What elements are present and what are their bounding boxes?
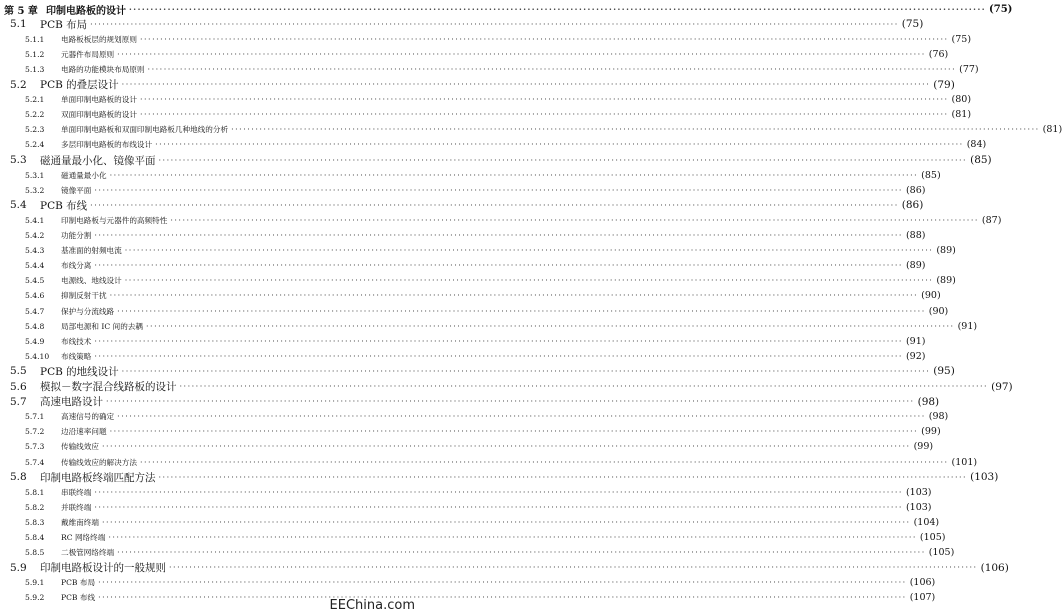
dot-leader: ········································································································································································································ (94, 502, 903, 512)
entry-page-number: (90) (928, 305, 949, 317)
entry-page-number: (79) (933, 78, 955, 91)
dot-leader: ········································································································································································································ (94, 185, 903, 195)
entry-number: 5.8.4 (25, 533, 45, 542)
dot-leader: ········································································································································································································ (231, 125, 1040, 135)
entry-title: PCB 布局 (61, 578, 96, 588)
entry-title: 元器件布局原则 (61, 49, 115, 59)
entry-page-number: (107) (909, 592, 936, 604)
entry-page-number: (99) (921, 426, 941, 438)
dot-leader: ········································································································································································································ (109, 170, 919, 180)
entry-page-number: (103) (970, 471, 999, 484)
dot-leader: ········································································································································································································ (117, 49, 926, 59)
dot-leader: ········································································································································································································ (169, 563, 978, 573)
entry-title: 高速电路设计 (40, 396, 103, 409)
entry-title: 二极管网络终端 (61, 548, 115, 558)
entry-title: 基准面的射频电流 (61, 246, 122, 256)
entry-title: 边沿速率问题 (61, 427, 107, 437)
dot-leader: ········································································································································································································ (117, 306, 926, 316)
dot-leader: ········································································································································································································ (117, 412, 926, 422)
entry-title: 串联终端 (61, 487, 92, 497)
entry-page-number: (105) (919, 532, 946, 543)
entry-page-number: (77) (959, 63, 979, 75)
entry-number: 5.7.1 (25, 412, 45, 422)
entry-number: 5.5 (10, 365, 27, 378)
entry-title: 单面印制电路板的设计 (61, 95, 137, 105)
entry-number: 5.2.2 (25, 110, 45, 120)
entry-title: 功能分割 (61, 231, 92, 240)
dot-leader: ········································································································································································································ (158, 472, 968, 482)
entry-page-number: (75) (901, 18, 924, 31)
entry-title: 戴维南终端 (61, 517, 99, 527)
entry-title: 布线分离 (61, 261, 92, 271)
entry-title: 镜像平面 (61, 185, 92, 195)
entry-number: 5.4.7 (25, 306, 45, 316)
entry-title: 电源线、地线设计 (61, 276, 122, 286)
dot-leader: ········································································································································································································ (101, 442, 911, 452)
entry-title: 双面印制电路板的设计 (61, 110, 137, 120)
entry-number: 5.9 (10, 561, 27, 574)
entry-title: 磁通量最小化 (61, 170, 107, 180)
entry-page-number: (106) (909, 577, 936, 589)
entry-number: 5.4.2 (25, 231, 45, 240)
entry-page-number: (92) (905, 350, 926, 362)
entry-number: 5.3.2 (25, 185, 45, 195)
entry-title: 保护与分流线路 (61, 306, 115, 316)
dot-leader: ········································································································································································································ (109, 291, 919, 301)
dot-leader: ········································································································································································································ (129, 4, 987, 14)
entry-title: 电路板板层的规划原则 (61, 34, 137, 44)
entry-page-number: (75) (951, 33, 972, 45)
entry-title: PCB 布线 (40, 199, 88, 212)
entry-number: 5.3.1 (25, 170, 45, 180)
entry-title: 高速信号的确定 (61, 412, 115, 422)
dot-leader: ········································································································································································································ (121, 366, 931, 376)
entry-title: RC 网络终端 (61, 533, 106, 542)
entry-page-number: (98) (917, 395, 940, 408)
entry-page-number: (84) (966, 139, 987, 151)
entry-page-number: (85) (921, 169, 941, 181)
entry-page-number: (76) (928, 48, 949, 60)
dot-leader: ········································································································································································································ (124, 246, 934, 256)
entry-page-number: (105) (928, 547, 955, 559)
dot-leader: ········································································································································································································ (124, 276, 934, 286)
dot-leader: ········································································································································································································ (98, 578, 907, 588)
entry-page-number: (91) (905, 335, 926, 347)
dot-leader: ········································································································································································································ (90, 200, 899, 210)
dot-leader: ········································································································································································································ (139, 110, 949, 120)
entry-page-number: (101) (951, 456, 978, 468)
entry-title: PCB 布线 (61, 593, 96, 603)
entry-number: 5.1.2 (25, 49, 45, 59)
entry-number: 5.8.2 (25, 502, 45, 512)
entry-page-number: (87) (981, 214, 1002, 226)
dot-leader: ········································································································································································································ (158, 155, 968, 165)
entry-title: 印制电路板设计的一般规则 (40, 562, 166, 575)
entry-number: 5.4 (10, 199, 27, 212)
entry-number: 5.9.1 (25, 578, 45, 588)
entry-number: 5.8.1 (25, 487, 45, 497)
entry-page-number: (98) (928, 411, 949, 423)
entry-number: 第 5 章 (4, 5, 38, 17)
entry-title: 布线技术 (61, 336, 92, 346)
entry-title: 单面印制电路板和双面印制电路板几种地线的分析 (61, 125, 229, 135)
entry-page-number: (106) (980, 561, 1009, 574)
dot-leader: ········································································································································································································ (117, 548, 926, 558)
dot-leader: ········································································································································································································ (108, 533, 917, 542)
entry-number: 5.4.9 (25, 336, 45, 346)
entry-title: 局部电源和 IC 间的去耦 (61, 321, 143, 331)
watermark: EEChina.com (329, 598, 415, 613)
dot-leader: ········································································································································································································ (179, 382, 989, 391)
entry-number: 5.4.8 (25, 321, 45, 331)
entry-title: 电路的功能模块布局原则 (61, 64, 145, 74)
entry-page-number: (91) (957, 320, 978, 332)
entry-title: 模拟－数字混合线路板的设计 (40, 381, 177, 393)
entry-number: 5.2.3 (25, 125, 45, 135)
entry-title: 传输线效应的解决方法 (61, 457, 137, 467)
entry-number: 5.1.3 (25, 64, 45, 74)
entry-page-number: (81) (1042, 124, 1062, 136)
entry-number: 5.1.1 (25, 34, 45, 44)
entry-title: 印制电路板终端匹配方法 (40, 471, 156, 484)
entry-title: 并联终端 (61, 502, 92, 512)
entry-number: 5.8.3 (25, 517, 45, 527)
entry-number: 5.2 (10, 78, 27, 91)
entry-title: 传输线效应 (61, 442, 99, 452)
entry-number: 5.8.5 (25, 548, 45, 558)
dot-leader: ········································································································································································································ (147, 64, 957, 74)
entry-title: PCB 的地线设计 (40, 365, 119, 378)
entry-page-number: (89) (905, 260, 926, 272)
entry-number: 5.4.3 (25, 246, 45, 256)
entry-page-number: (103) (905, 501, 932, 513)
dot-leader: ········································································································································································································ (94, 231, 903, 240)
entry-page-number: (85) (970, 154, 992, 166)
entry-page-number: (103) (905, 486, 932, 498)
entry-number: 5.3 (10, 154, 27, 166)
entry-number: 5.4.1 (25, 215, 45, 225)
entry-title: 磁通量最小化、镜像平面 (40, 154, 156, 167)
entry-number: 5.7.2 (25, 427, 45, 437)
dot-leader: ········································································································································································································ (139, 34, 949, 44)
entry-title: 抑制反射干扰 (61, 291, 107, 301)
entry-number: 5.2.1 (25, 95, 45, 105)
dot-leader: ········································································································································································································ (139, 95, 949, 105)
entry-number: 5.7.3 (25, 442, 45, 452)
dot-leader: ········································································································································································································ (101, 517, 911, 527)
entry-title: 印制电路板与元器件的高频特性 (61, 215, 168, 225)
dot-leader: ········································································································································································································ (139, 457, 949, 467)
entry-page-number: (95) (933, 365, 955, 378)
entry-number: 5.4.5 (25, 276, 45, 286)
dot-leader: ········································································································································································································ (145, 321, 955, 331)
dot-leader: ········································································································································································································ (94, 351, 903, 361)
dot-leader: ········································································································································································································ (98, 593, 907, 603)
entry-number: 5.8 (10, 471, 27, 484)
entry-title: 多层印制电路板的布线设计 (61, 140, 153, 150)
entry-number: 5.4.6 (25, 291, 45, 301)
entry-page-number: (90) (921, 290, 941, 302)
entry-page-number: (89) (936, 245, 956, 257)
entry-page-number: (89) (936, 275, 956, 287)
entry-title: 布线策略 (61, 351, 92, 361)
entry-page-number: (75) (989, 3, 1013, 15)
dot-leader: ········································································································································································································ (121, 80, 931, 89)
entry-number: 5.7.4 (25, 457, 45, 467)
dot-leader: ········································································································································································································ (94, 336, 903, 346)
entry-page-number: (81) (951, 109, 972, 121)
entry-page-number: (86) (901, 199, 924, 212)
entry-number: 5.4.4 (25, 261, 45, 271)
entry-number: 5.4.10 (25, 351, 50, 361)
entry-number: 5.2.4 (25, 140, 45, 150)
entry-title: 印制电路板的设计 (46, 5, 126, 17)
entry-number: 5.6 (10, 380, 27, 393)
dot-leader: ········································································································································································································ (106, 397, 915, 407)
entry-page-number: (104) (913, 516, 940, 528)
entry-number: 5.9.2 (25, 593, 45, 603)
entry-title: PCB 布局 (40, 18, 88, 31)
entry-page-number: (88) (905, 230, 926, 241)
entry-page-number: (99) (913, 441, 934, 453)
entry-page-number: (86) (905, 184, 926, 196)
dot-leader: ········································································································································································································ (109, 427, 919, 437)
dot-leader: ········································································································································································································ (90, 19, 899, 29)
dot-leader: ········································································································································································································ (94, 261, 903, 271)
entry-page-number: (97) (991, 380, 1013, 393)
dot-leader: ········································································································································································································ (170, 215, 979, 225)
entry-title: PCB 的叠层设计 (40, 79, 119, 91)
dot-leader: ········································································································································································································ (94, 487, 903, 497)
entry-number: 5.7 (10, 395, 27, 408)
entry-number: 5.1 (10, 18, 27, 31)
dot-leader: ········································································································································································································ (155, 140, 964, 150)
entry-page-number: (80) (951, 94, 972, 106)
